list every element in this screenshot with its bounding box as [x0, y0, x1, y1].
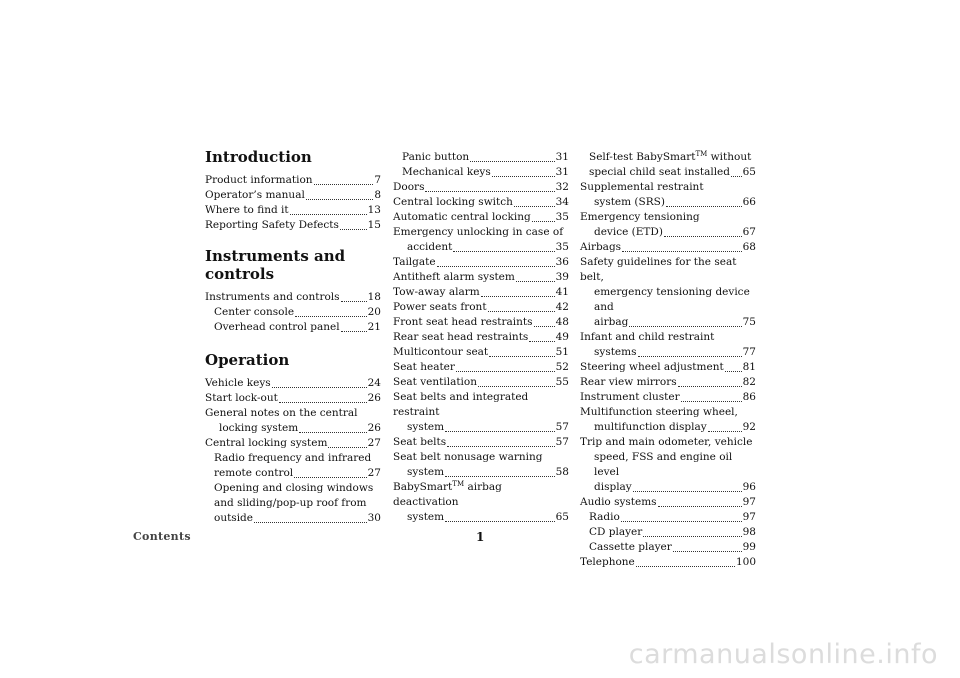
toc-column-3 [580, 150, 756, 570]
toc-entry[interactable]: CD player 98 [589, 526, 756, 538]
section-operation [205, 351, 381, 526]
toc-entry[interactable]: Start lock-out 26 [205, 392, 381, 404]
toc-column-2 [393, 150, 569, 525]
toc-entry[interactable]: Multifunction steering wheel, multifunction display 92 [580, 406, 756, 433]
toc-entry[interactable]: Instruments and controls 18 [205, 291, 381, 303]
toc-entry[interactable]: Seat ventilation 55 [393, 376, 569, 388]
toc-entry[interactable]: Product information 7 [205, 174, 381, 186]
toc-column-1 [205, 148, 381, 538]
toc-entry[interactable]: Front seat head restraints 48 [393, 316, 569, 328]
toc-entry[interactable]: Multicontour seat 51 [393, 346, 569, 358]
toc-entry[interactable]: Opening and closing windows and sliding/pop-up roof from outside 30 [214, 482, 381, 524]
toc-entry[interactable]: Self-test BabySmart™ without special child seat installed 65 [589, 150, 756, 178]
watermark: carmanualsonline.info [628, 639, 938, 670]
toc-entry[interactable]: BabySmart™ airbag deactivation system 65 [393, 480, 569, 523]
toc-entry[interactable]: Airbags 68 [580, 241, 756, 253]
toc-entry[interactable]: Central locking system 27 [205, 437, 381, 449]
toc-entry[interactable]: Vehicle keys 24 [205, 377, 381, 389]
toc-entry[interactable]: Instrument cluster 86 [580, 391, 756, 403]
toc-entry[interactable]: Audio systems 97 [580, 496, 756, 508]
toc-entry[interactable]: Tow-away alarm 41 [393, 286, 569, 298]
section-heading: Introduction [205, 148, 312, 166]
section-instruments [205, 247, 381, 335]
toc-entry[interactable]: Doors 32 [393, 181, 569, 193]
toc-entry[interactable]: Safety guidelines for the seat belt, emergency tensioning device and airbag 75 [580, 256, 756, 328]
toc-entry[interactable]: Mechanical keys 31 [402, 166, 569, 178]
toc-entry[interactable]: Telephone 100 [580, 556, 756, 568]
footer-section-label: Contents [133, 530, 191, 543]
toc-entry[interactable]: Seat belts and integrated restraint system 57 [393, 391, 569, 433]
toc-entry[interactable]: Radio 97 [589, 511, 756, 523]
toc-entry[interactable]: Emergency tensioning device (ETD) 67 [580, 211, 756, 238]
toc-entry[interactable]: Rear seat head restraints 49 [393, 331, 569, 343]
section-introduction [205, 148, 381, 233]
toc-entry[interactable]: Power seats front 42 [393, 301, 569, 313]
toc-entry[interactable]: Reporting Safety Defects 15 [205, 219, 381, 231]
toc-entry[interactable]: General notes on the central locking system 26 [205, 407, 381, 434]
toc-entry[interactable]: Antitheft alarm system 39 [393, 271, 569, 283]
toc-entry[interactable]: Automatic central locking 35 [393, 211, 569, 223]
toc-entry[interactable]: Operator’s manual 8 [205, 189, 381, 201]
toc-entry[interactable]: Trip and main odometer, vehicle speed, FSS and engine oil level display 96 [580, 436, 756, 493]
toc-entry[interactable]: Infant and child restraint systems 77 [580, 331, 756, 358]
toc-entry[interactable]: Seat belt nonusage warning system 58 [393, 451, 569, 478]
toc-entry[interactable]: Emergency unlocking in case of accident 35 [393, 226, 569, 253]
toc-entry[interactable]: Center console 20 [214, 306, 381, 318]
toc-entry[interactable]: Cassette player 99 [589, 541, 756, 553]
toc-entry[interactable]: Radio frequency and infrared remote control 27 [214, 452, 381, 479]
toc-entry[interactable]: Supplemental restraint system (SRS) 66 [580, 181, 756, 208]
toc-entry[interactable]: Overhead control panel 21 [214, 321, 381, 333]
toc-entry[interactable]: Seat heater 52 [393, 361, 569, 373]
toc-entry[interactable]: Seat belts 57 [393, 436, 569, 448]
page-number: 1 [476, 530, 485, 544]
toc-entry[interactable]: Rear view mirrors 82 [580, 376, 756, 388]
section-heading: Operation [205, 351, 290, 369]
toc-entry[interactable]: Tailgate 36 [393, 256, 569, 268]
toc-entry[interactable]: Where to find it 13 [205, 204, 381, 216]
toc-entry[interactable]: Panic button 31 [402, 151, 569, 163]
toc-entry[interactable]: Central locking switch 34 [393, 196, 569, 208]
toc-entry[interactable]: Steering wheel adjustment 81 [580, 361, 756, 373]
section-heading: Instruments and controls [205, 247, 346, 283]
